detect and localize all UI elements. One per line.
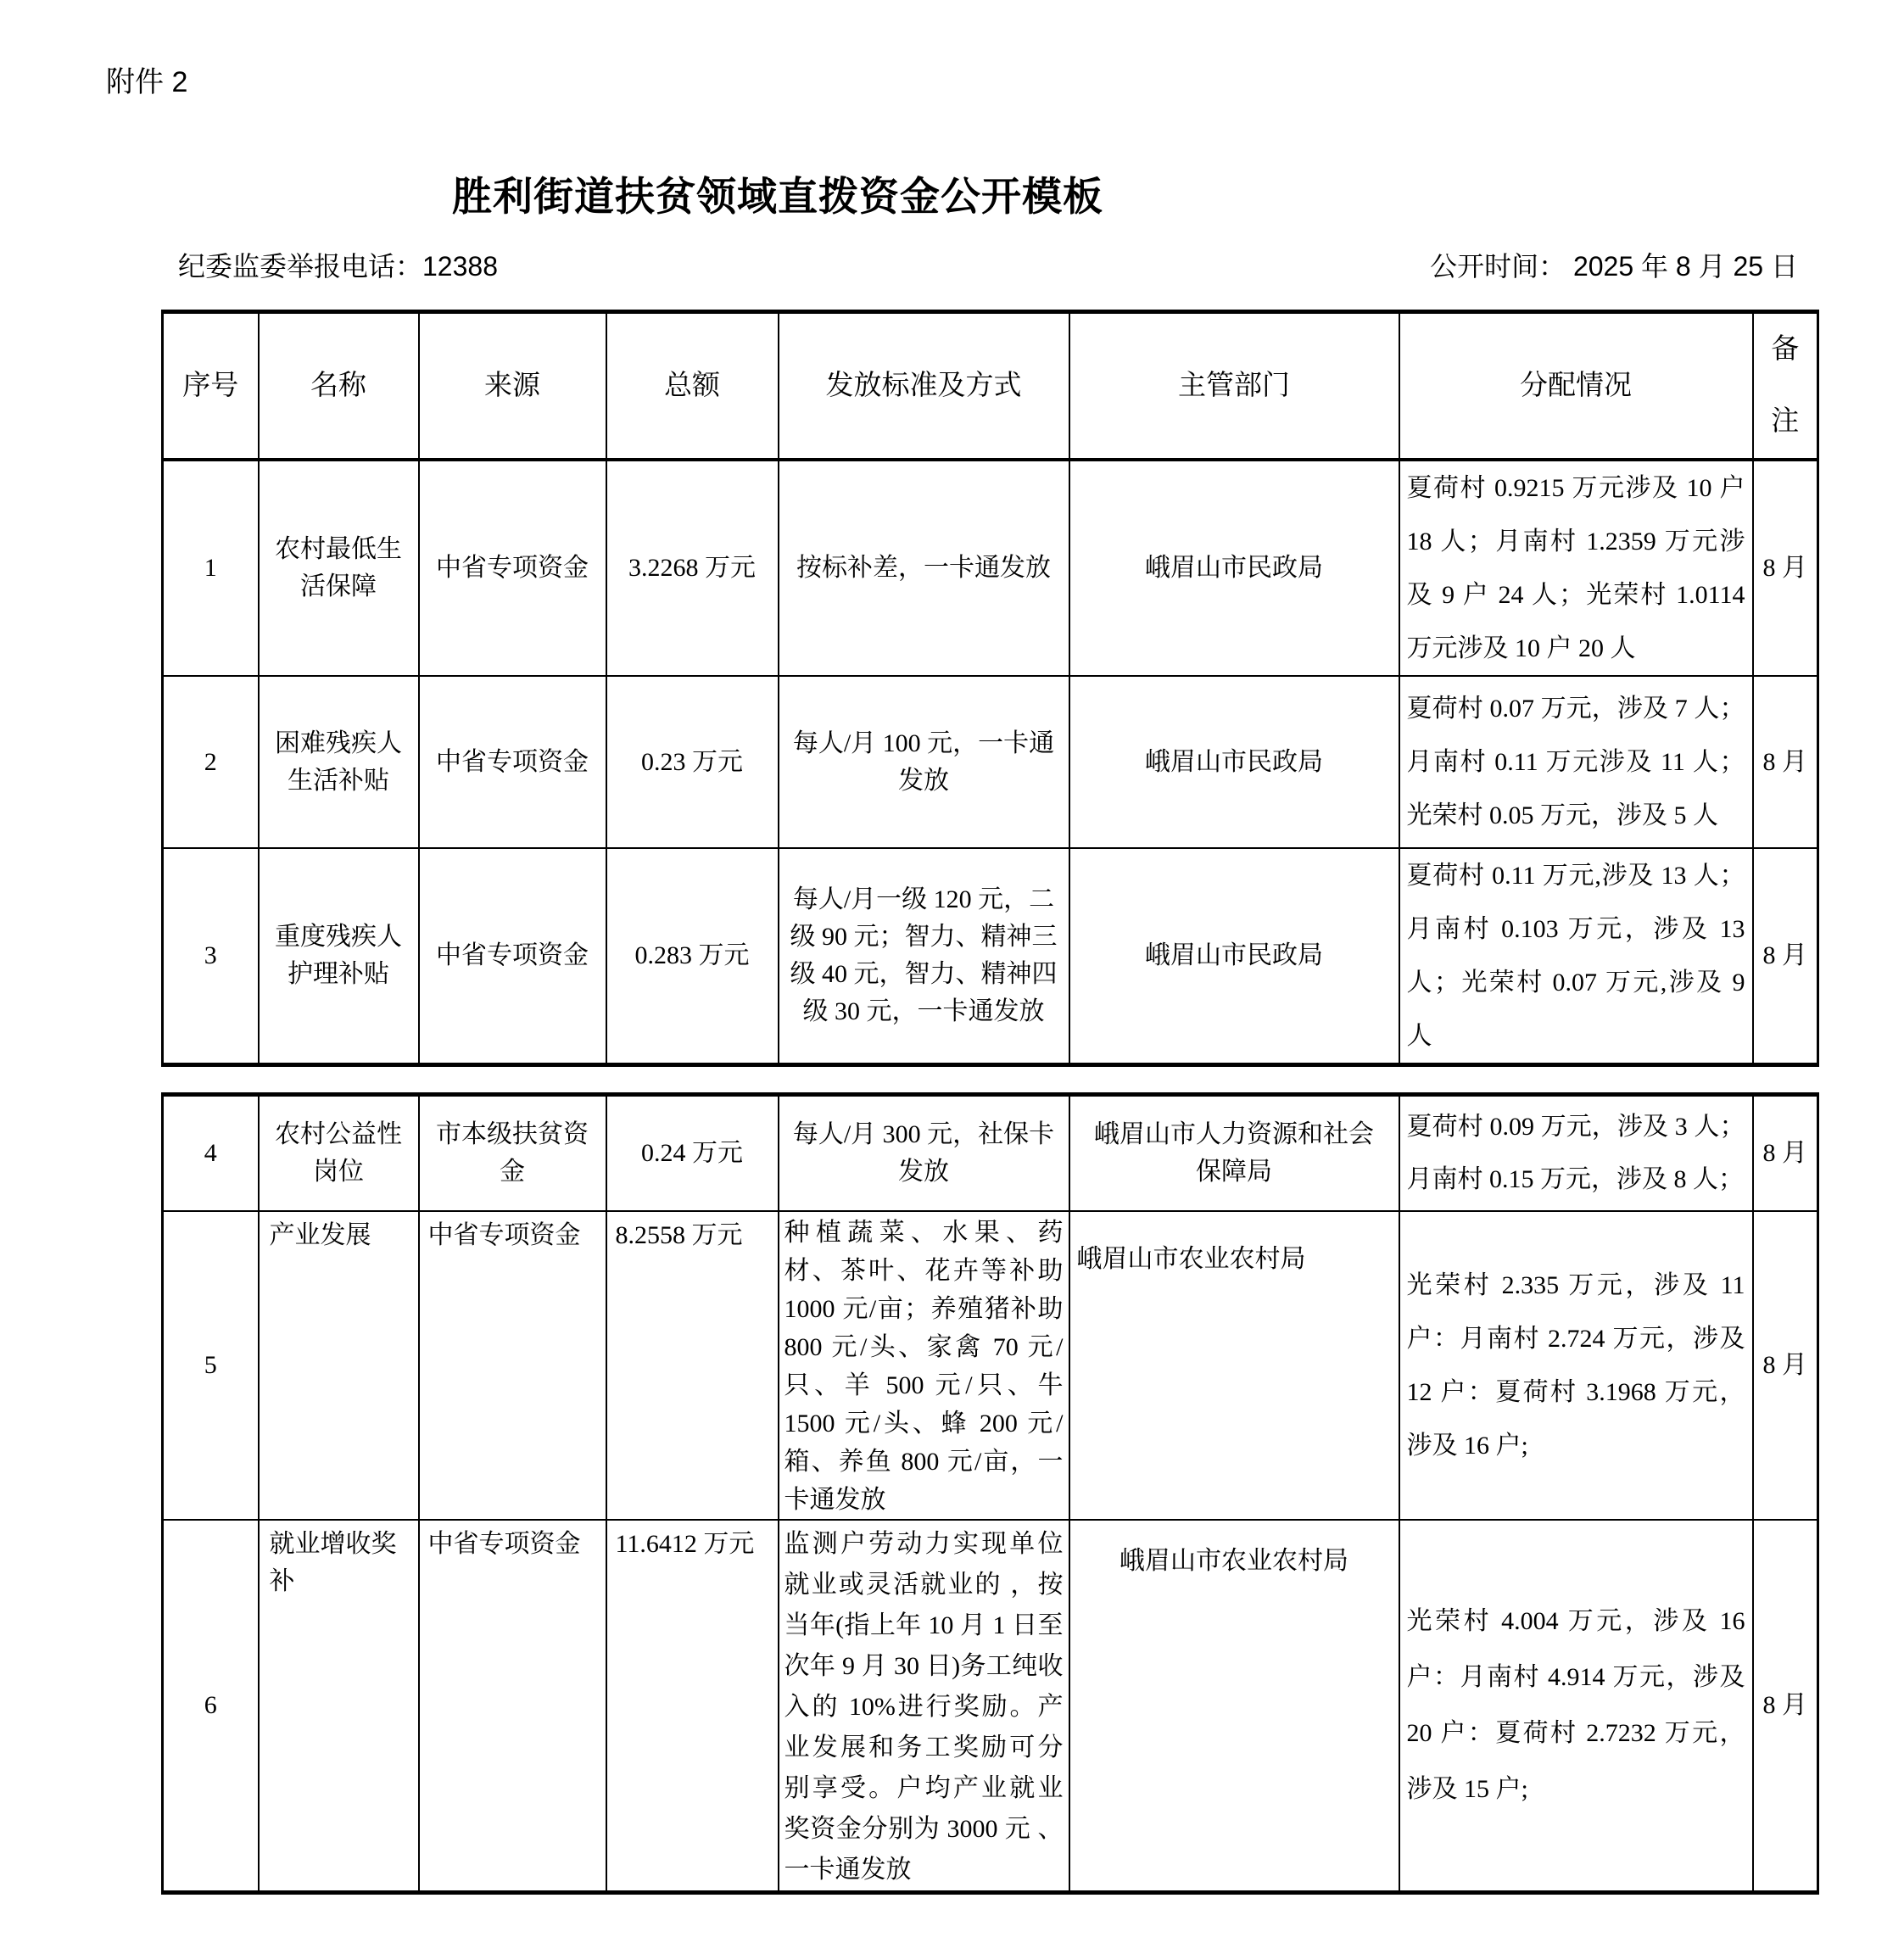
cell-department: 峨眉山市民政局 [1069, 676, 1399, 848]
header-source: 来源 [419, 312, 606, 461]
cell-seq: 5 [163, 1211, 259, 1520]
cell-amount: 3.2268 万元 [606, 460, 779, 676]
cell-amount: 0.283 万元 [606, 848, 779, 1065]
cell-seq: 6 [163, 1520, 259, 1893]
cell-note: 8 月 [1753, 460, 1818, 676]
table-row [163, 1095, 1818, 1211]
cell-source: 中省专项资金 [419, 1520, 606, 1893]
cell-name: 农村公益性岗位 [259, 1095, 419, 1211]
header-note [1753, 312, 1818, 461]
cell-standard: 种植蔬菜、水果、药材、茶叶、花卉等补助 1000 元/亩；养殖猪补助 800 元/头、家禽 70 元/只、羊 500 元/只、牛 1500 元/头、蜂 200 元/箱、养鱼 800 元/亩，一卡通发放 [779, 1211, 1069, 1520]
meta-row [178, 248, 1798, 284]
header-row [163, 312, 1818, 461]
header-amount: 总额 [606, 312, 779, 461]
funds-table-segment-1 [161, 310, 1819, 1067]
header-note-text: 备注 [1771, 334, 1800, 437]
cell-allocation: 夏荷村 0.11 万元,涉及 13 人；月南村 0.103 万元，涉及 13 人；光荣村 0.07 万元,涉及 9 人 [1399, 848, 1753, 1065]
cell-allocation: 夏荷村 0.9215 万元涉及 10 户 18 人；月南村 1.2359 万元涉及 9 户 24 人；光荣村 1.0114 万元涉及 10 户 20 人 [1399, 460, 1753, 676]
cell-note: 8 月 [1753, 1095, 1818, 1211]
cell-source: 中省专项资金 [419, 460, 606, 676]
cell-standard: 监测户劳动力实现单位就业或灵活就业的 ，按当年(指上年 10 月 1 日至次年 9 月 30 日)务工纯收入的 10%进行奖励。产业发展和务工奖励可分别享受。户均产业就业奖资金分别为 3000 元 、一卡通发放 [779, 1520, 1069, 1893]
cell-seq: 2 [163, 676, 259, 848]
cell-source: 市本级扶贫资金 [419, 1095, 606, 1211]
cell-amount: 8.2558 万元 [606, 1211, 779, 1520]
cell-standard: 每人/月一级 120 元，二级 90 元；智力、精神三级 40 元，智力、精神四级 30 元，一卡通发放 [779, 848, 1069, 1065]
table-area [161, 310, 1904, 1895]
cell-note: 8 月 [1753, 1520, 1818, 1893]
cell-source: 中省专项资金 [419, 1211, 606, 1520]
cell-allocation: 夏荷村 0.07 万元，涉及 7 人；月南村 0.11 万元涉及 11 人；光荣村 0.05 万元，涉及 5 人 [1399, 676, 1753, 848]
cell-name: 困难残疾人生活补贴 [259, 676, 419, 848]
attachment-label: 附件 2 [106, 66, 188, 98]
hotline-text: 纪委监委举报电话：12388 [178, 251, 498, 282]
cell-allocation: 光荣村 4.004 万元，涉及 16 户：月南村 4.914 万元，涉及 20 户：夏荷村 2.7232 万元，涉及 15 户; [1399, 1520, 1753, 1893]
header-department: 主管部门 [1069, 312, 1399, 461]
cell-amount: 0.24 万元 [606, 1095, 779, 1211]
cell-department: 峨眉山市农业农村局 [1069, 1520, 1399, 1893]
cell-seq: 1 [163, 460, 259, 676]
page-title: 胜利街道扶贫领域直拨资金公开模板 [452, 176, 1103, 220]
cell-standard: 每人/月 300 元，社保卡发放 [779, 1095, 1069, 1211]
publish-time-text: 公开时间： 2025 年 8 月 25 日 [1430, 251, 1798, 282]
funds-table-segment-2 [161, 1092, 1819, 1895]
header-name: 名称 [259, 312, 419, 461]
cell-note: 8 月 [1753, 848, 1818, 1065]
cell-department: 峨眉山市农业农村局 [1069, 1211, 1399, 1520]
table-row [163, 460, 1818, 676]
cell-name: 产业发展 [259, 1211, 419, 1520]
cell-standard: 每人/月 100 元，一卡通发放 [779, 676, 1069, 848]
cell-source: 中省专项资金 [419, 848, 606, 1065]
cell-allocation: 夏荷村 0.09 万元，涉及 3 人；月南村 0.15 万元，涉及 8 人； [1399, 1095, 1753, 1211]
cell-note: 8 月 [1753, 676, 1818, 848]
table-row [163, 676, 1818, 848]
cell-amount: 11.6412 万元 [606, 1520, 779, 1893]
cell-department: 峨眉山市民政局 [1069, 848, 1399, 1065]
table-row [163, 1520, 1818, 1893]
cell-source: 中省专项资金 [419, 676, 606, 848]
header-standard: 发放标准及方式 [779, 312, 1069, 461]
table-row [163, 1211, 1818, 1520]
header-seq: 序号 [163, 312, 259, 461]
cell-name: 农村最低生活保障 [259, 460, 419, 676]
cell-name: 重度残疾人护理补贴 [259, 848, 419, 1065]
cell-department: 峨眉山市民政局 [1069, 460, 1399, 676]
header-allocation: 分配情况 [1399, 312, 1753, 461]
cell-department: 峨眉山市人力资源和社会保障局 [1069, 1095, 1399, 1211]
cell-seq: 3 [163, 848, 259, 1065]
cell-name: 就业增收奖补 [259, 1520, 419, 1893]
cell-standard: 按标补差，一卡通发放 [779, 460, 1069, 676]
document-page [0, 64, 1904, 1954]
cell-seq: 4 [163, 1095, 259, 1211]
cell-allocation: 光荣村 2.335 万元，涉及 11 户：月南村 2.724 万元，涉及 12 户：夏荷村 3.1968 万元，涉及 16 户; [1399, 1211, 1753, 1520]
table-row [163, 848, 1818, 1065]
cell-amount: 0.23 万元 [606, 676, 779, 848]
cell-note: 8 月 [1753, 1211, 1818, 1520]
